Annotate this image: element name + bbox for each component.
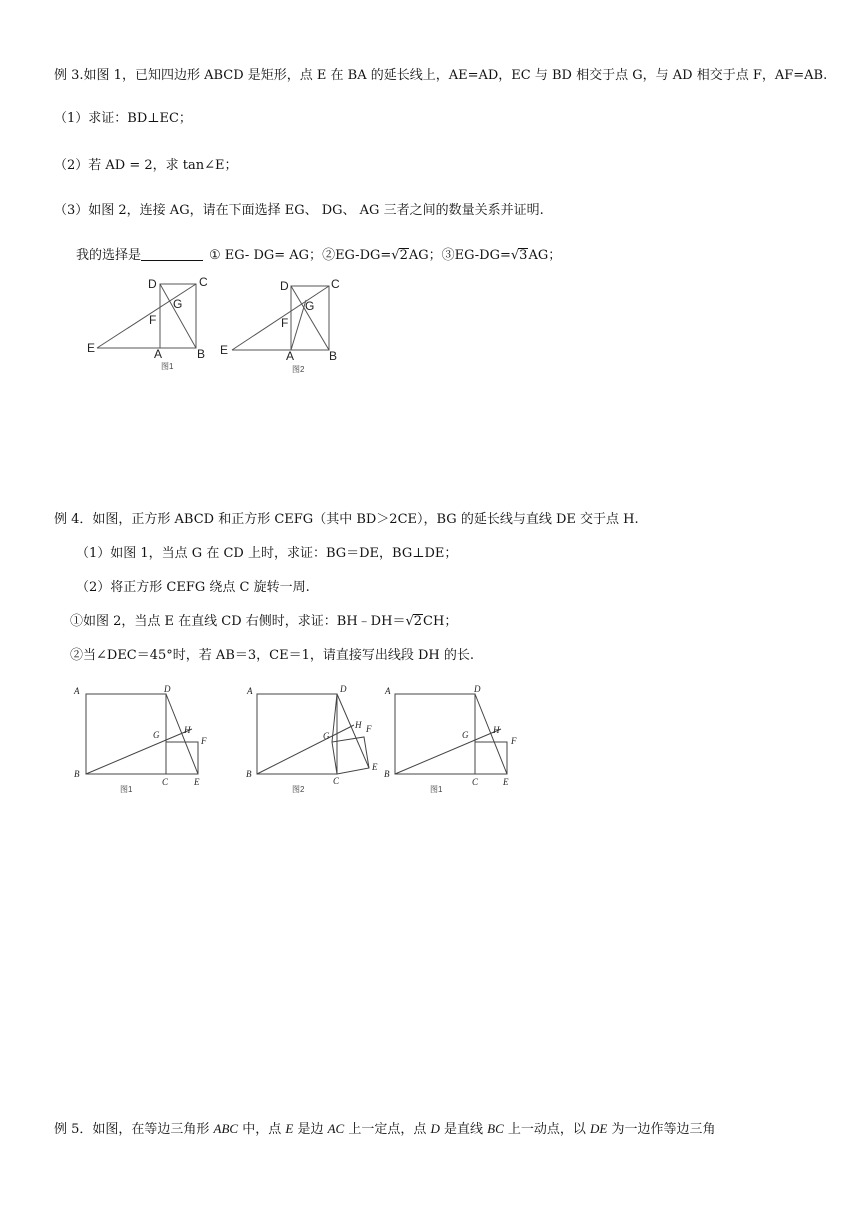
label-G: G <box>462 730 469 740</box>
answer-blank[interactable] <box>141 248 203 261</box>
label-D: D <box>148 277 157 291</box>
ex3-figure-1 <box>85 274 215 374</box>
label-C: C <box>331 277 340 291</box>
label-G: G <box>305 299 315 313</box>
ex5-stem: 例 5．如图，在等边三角形 ABC 中，点 E 是边 AC 上一定点，点 D 是直线 BC 上一动点，以 DE 为一边作等边三角 <box>54 1121 716 1137</box>
label-G: G <box>323 731 330 741</box>
figure-caption: 图1 <box>430 785 443 794</box>
option-3: ③EG-DG=√3AG； <box>441 248 562 263</box>
sqrt-symbol: √2 <box>391 248 408 263</box>
label-H: H <box>184 725 191 735</box>
ex4-question-2: （2）将正方形 CEFG 绕点 C 旋转一周. <box>76 580 310 595</box>
label-F: F <box>366 724 372 734</box>
figure-caption: 图1 <box>120 785 133 794</box>
option-2: ②EG-DG=√2AG； <box>322 248 442 263</box>
label-B: B <box>329 349 338 363</box>
label-E: E <box>194 777 200 787</box>
ex4-question-2a: ①如图 2，当点 E 在直线 CD 右侧时，求证：BH﹣DH＝√2CH； <box>70 614 458 629</box>
label-B: B <box>197 347 206 361</box>
figure-caption: 图2 <box>292 365 305 374</box>
label-A: A <box>247 686 253 696</box>
ex3-figure-2 <box>218 276 348 376</box>
choice-prefix: 我的选择是 <box>76 248 142 263</box>
ex3-question-2: （2）若 AD = 2，求 tan∠E； <box>54 158 238 173</box>
label-H: H <box>493 725 500 735</box>
label-G: G <box>153 730 160 740</box>
ex4-question-2b: ②当∠DEC＝45°时，若 AB＝3，CE＝1，请直接写出线段 DH 的长. <box>70 648 475 663</box>
label-E: E <box>220 343 229 357</box>
ex4-figure-3 <box>382 680 532 795</box>
label-F: F <box>511 736 517 746</box>
label-C: C <box>199 275 208 289</box>
label-C: C <box>472 777 479 787</box>
ex4-question-1: （1）如图 1，当点 G 在 CD 上时，求证：BG＝DE，BG⊥DE； <box>76 546 458 561</box>
option-1: ① EG- DG= AG； <box>209 248 323 263</box>
ex3-choice-line <box>76 247 561 265</box>
ex3-stem: 例 3.如图 1，已知四边形 ABCD 是矩形，点 E 在 BA 的延长线上，AE=AD，EC 与 BD 相交于点 G，与 AD 相交于点 F，AF=AB. <box>54 68 828 83</box>
ex4-figure-2 <box>244 680 394 795</box>
label-A: A <box>385 686 391 696</box>
label-B: B <box>246 769 252 779</box>
label-D: D <box>164 684 171 694</box>
label-A: A <box>74 686 80 696</box>
label-F: F <box>149 313 157 327</box>
label-D: D <box>280 279 289 293</box>
label-E: E <box>372 762 378 772</box>
ex3-question-1: （1）求证：BD⊥EC； <box>54 111 192 126</box>
label-D: D <box>474 684 481 694</box>
sqrt-symbol: √3 <box>510 248 528 263</box>
label-B: B <box>74 769 80 779</box>
sqrt-symbol: √2 <box>405 614 423 629</box>
ex4-figure-1 <box>70 680 220 795</box>
label-B: B <box>384 769 390 779</box>
figure-caption: 图1 <box>161 362 174 371</box>
figure-caption: 图2 <box>292 785 305 794</box>
label-E: E <box>503 777 509 787</box>
label-F: F <box>201 736 207 746</box>
label-G: G <box>173 297 183 311</box>
label-E: E <box>87 341 96 355</box>
label-A: A <box>154 347 163 361</box>
ex4-stem: 例 4．如图，正方形 ABCD 和正方形 CEFG（其中 BD＞2CE），BG 的延长线与直线 DE 交于点 H. <box>54 512 639 527</box>
label-C: C <box>333 776 340 786</box>
label-F: F <box>281 316 289 330</box>
ex3-question-3: （3）如图 2，连接 AG，请在下面选择 EG、 DG、 AG 三者之间的数量关系并证明. <box>54 203 544 218</box>
label-H: H <box>355 720 362 730</box>
label-D: D <box>340 684 347 694</box>
label-C: C <box>162 777 169 787</box>
label-A: A <box>286 349 295 363</box>
